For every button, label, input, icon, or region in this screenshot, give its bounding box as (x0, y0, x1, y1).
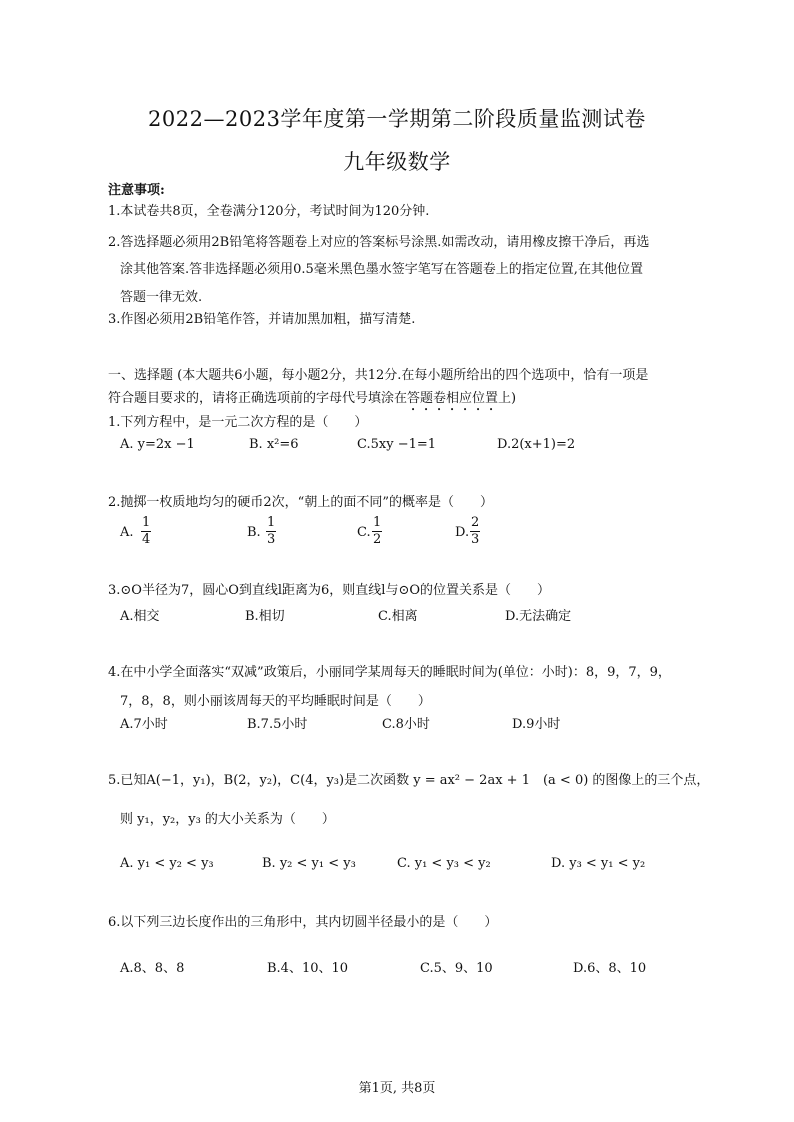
note-1: 1.本试卷共8页，全卷满分120分，考试时间为120分钟. (108, 204, 430, 219)
denominator: 4 (142, 532, 151, 547)
q3-option-a: A.相交 (120, 609, 160, 624)
q2-stem: 2.抛掷一枚质地均匀的硬币2次，“朝上的面不同”的概率是（ ） (108, 495, 493, 510)
note-3: 3.作图必须用2B铅笔作答，并请加黑加粗，描写清楚. (108, 312, 416, 327)
q6-option-d: D.6、8、10 (573, 961, 647, 976)
q6-option-a: A.8、8、8 (120, 961, 185, 976)
q6-stem: 6.以下列三边长度作出的三角形中，其内切圆半径最小的是（ ） (108, 915, 498, 930)
exam-title: 2022—2023学年度第一学期第二阶段质量监测试卷 (148, 107, 646, 131)
note-2-line-3: 答题一律无效. (120, 290, 203, 305)
numerator: 2 (471, 515, 480, 530)
q2-option-d-label: D. (455, 525, 470, 540)
section-instruction-text: 符合题目要求的，请将正确选项前的字母代号填涂在 (108, 391, 408, 406)
denominator: 3 (267, 532, 276, 547)
q2-option-d-fraction (470, 515, 480, 548)
q1-option-a: A. y=2x −1 (120, 437, 195, 452)
denominator: 3 (471, 532, 480, 547)
page-number: 第1页, 共8页 (358, 1081, 436, 1096)
numerator: 1 (142, 515, 151, 530)
q6-option-b: B.4、10、10 (267, 961, 349, 976)
section-heading-line-2 (108, 390, 516, 414)
q2-option-a-label: A. (120, 525, 134, 540)
q4-stem-line-2: 7，8，8，则小丽该周每天的平均睡眠时间是（ ） (120, 694, 431, 709)
q5-option-a: A. y₁ < y₂ < y₃ (120, 856, 214, 871)
q1-stem: 1.下列方程中，是一元二次方程的是（ ） (108, 415, 368, 430)
q2-option-c-label: C. (357, 525, 371, 540)
exam-subtitle: 九年级数学 (343, 150, 451, 174)
denominator: 2 (373, 532, 382, 547)
notes-heading: 注意事项: (108, 183, 165, 198)
q4-option-b: B.7.5小时 (247, 717, 308, 732)
q3-option-d: D.无法确定 (505, 609, 572, 624)
q5-option-c: C. y₁ < y₃ < y₂ (397, 856, 491, 871)
q4-option-c: C.8小时 (382, 717, 430, 732)
section-heading-line-1: 一、选择题 (本大题共6小题，每小题2分，共12分.在每小题所给出的四个选项中，恰有一项是 (108, 368, 649, 383)
q4-option-a: A.7小时 (120, 717, 168, 732)
q1-option-b: B. x²=6 (249, 437, 299, 452)
q2-option-a-fraction (141, 515, 151, 548)
q6-option-c: C.5、9、10 (420, 961, 493, 976)
q5-option-d: D. y₃ < y₁ < y₂ (551, 856, 646, 871)
q5-stem-line-1: 5.已知A(−1，y₁)，B(2，y₂)，C(4，y₃)是二次函数 y = ax² − 2ax + 1 (a < 0) 的图像上的三个点， (108, 773, 710, 788)
q2-option-b-label: B. (247, 525, 261, 540)
q5-stem-line-2: 则 y₁，y₂，y₃ 的大小关系为（ ） (120, 812, 335, 827)
q5-option-b: B. y₂ < y₁ < y₃ (262, 856, 356, 871)
q1-option-c: C.5xy −1=1 (357, 437, 437, 452)
numerator: 1 (267, 515, 276, 530)
emphasized-text: 答题卷相应位置 (407, 391, 499, 406)
q4-stem-line-1: 4.在中小学全面落实“双减”政策后，小丽同学某周每天的睡眠时间为(单位：小时)：8，9，7，9， (108, 665, 671, 680)
q3-option-b: B.相切 (245, 609, 285, 624)
section-instruction-end: 上) (498, 391, 517, 406)
q4-option-d: D.9小时 (512, 717, 561, 732)
note-2-line-1: 2.答选择题必须用2B铅笔将答题卷上对应的答案标号涂黑.如需改动，请用橡皮擦干净后，再选 (108, 235, 650, 250)
q3-stem: 3.⊙O半径为7，圆心O到直线l距离为6，则直线l与⊙O的位置关系是（ ） (108, 583, 551, 598)
q2-option-b-fraction (266, 515, 276, 548)
q1-option-d: D.2(x+1)=2 (497, 437, 576, 452)
numerator: 1 (373, 515, 382, 530)
q2-option-c-fraction (372, 515, 382, 548)
q3-option-c: C.相离 (378, 609, 418, 624)
note-2-line-2: 涂其他答案.答非选择题必须用0.5毫米黑色墨水签字笔写在答题卷上的指定位置,在其他位置 (120, 262, 643, 277)
